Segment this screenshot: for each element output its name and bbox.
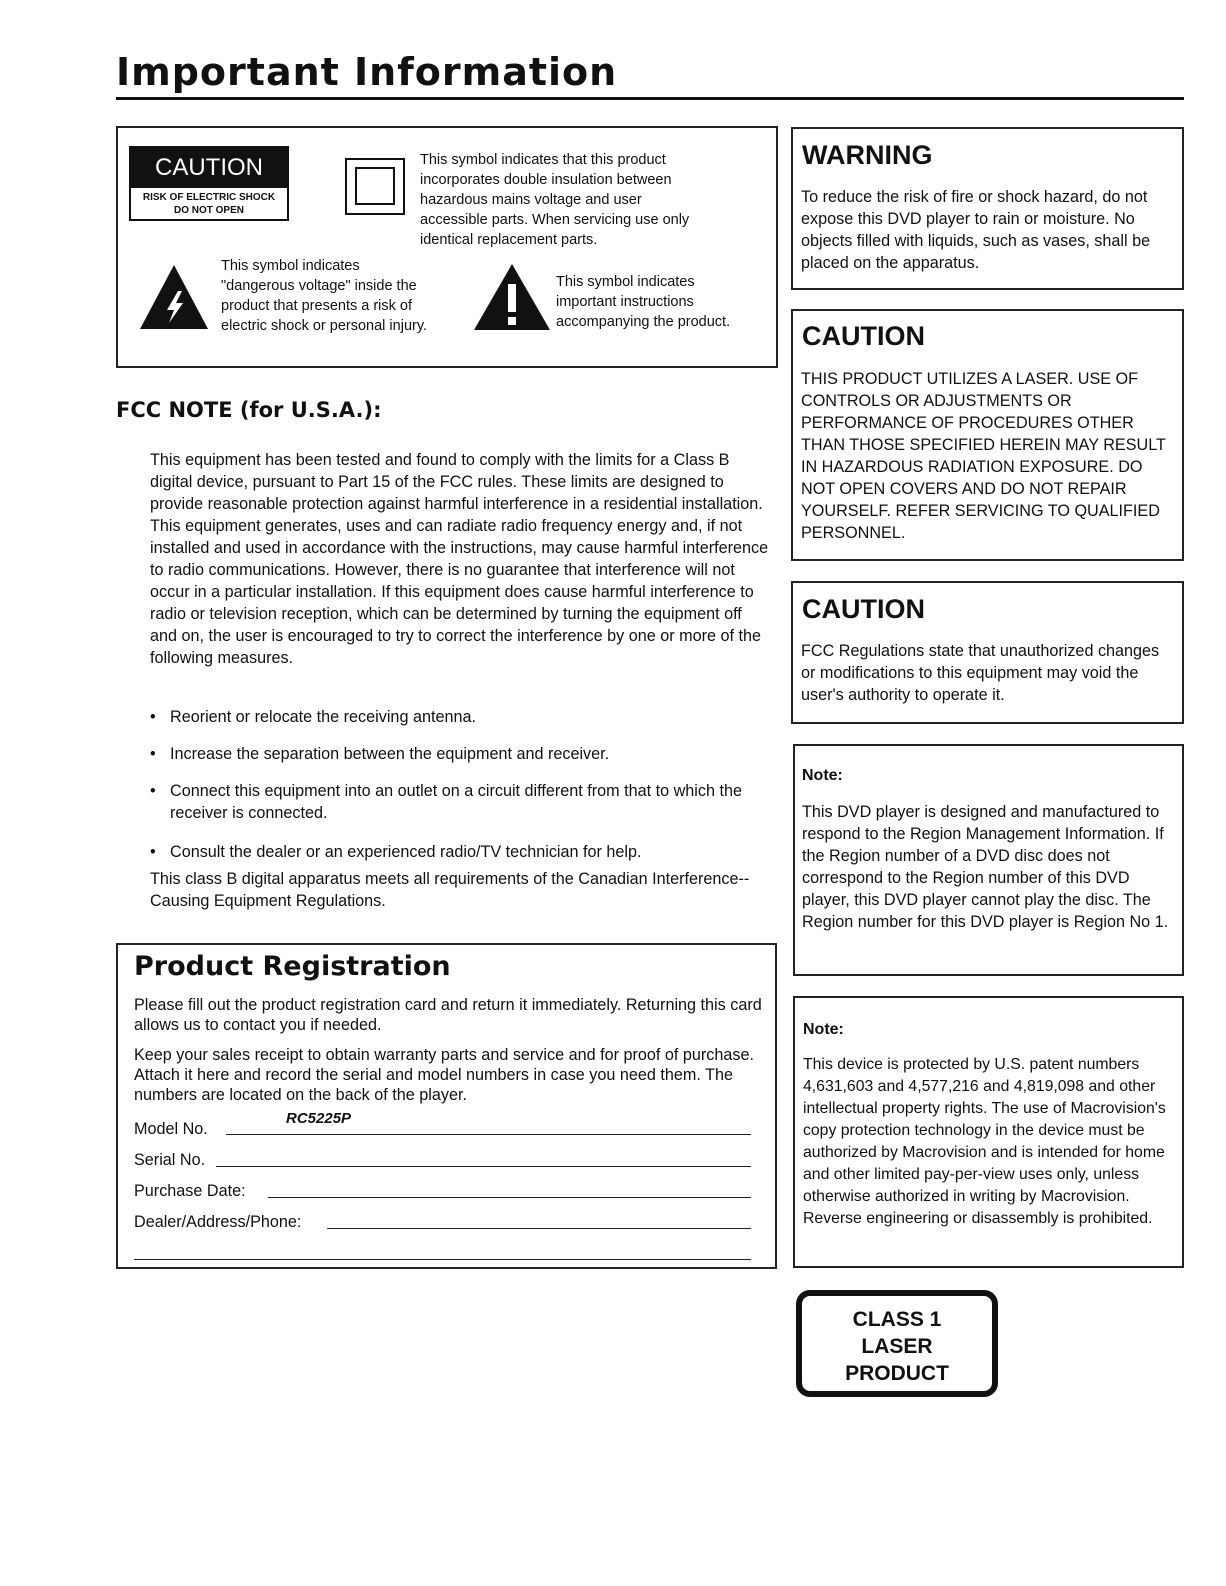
double-insulation-line: This symbol indicates that this product xyxy=(420,152,666,168)
title-rule xyxy=(116,97,1184,100)
dealer-line-2 xyxy=(134,1259,751,1260)
caution-laser-heading: CAUTION xyxy=(802,321,925,351)
caution-label-subtext xyxy=(129,188,289,221)
serial-label: Serial No. xyxy=(134,1151,206,1169)
important-instructions-line: accompanying the product. xyxy=(556,314,731,330)
caution-fcc-heading: CAUTION xyxy=(802,594,925,624)
dangerous-voltage-text xyxy=(221,256,461,336)
serial-line xyxy=(216,1166,751,1167)
important-instructions-line: important instructions xyxy=(556,294,694,310)
dangerous-voltage-line: electric shock or personal injury. xyxy=(221,318,428,334)
dangerous-voltage-line: product that presents a risk of xyxy=(221,298,413,314)
registration-para2: Keep your sales receipt to obtain warranty parts and service and for proof of purchase. Attach it here and record the serial and model numbers in case you need them. The numbers are located on the back of the player. xyxy=(134,1046,754,1104)
note-patent-heading: Note: xyxy=(803,1021,844,1038)
caution-laser-body: THIS PRODUCT UTILIZES A LASER. USE OF CONTROLS OR ADJUSTMENTS OR PERFORMANCE OF PROCEDURES OTHER THAN THOSE SPECIFIED HEREIN MAY RESULT IN HAZARDOUS RADIATION EXPOSURE. DO NOT OPEN COVERS AND DO NOT REPAIR YOURSELF. REFER SERVICING TO QUALIFIED PERSONNEL. xyxy=(801,370,1166,542)
caution-label-line2: DO NOT OPEN xyxy=(173,205,244,216)
model-label: Model No. xyxy=(134,1120,208,1138)
caution-label xyxy=(129,146,289,223)
caution-label-line1: RISK OF ELECTRIC SHOCK xyxy=(142,192,276,203)
note-region-heading: Note: xyxy=(802,767,843,784)
fcc-bullet-text: Connect this equipment into an outlet on a circuit different from that to which the receiver is connected. xyxy=(170,782,742,822)
model-line xyxy=(226,1134,751,1135)
fcc-heading: FCC NOTE (for U.S.A.): xyxy=(116,398,382,422)
caution-label-title: CAUTION xyxy=(129,146,289,188)
double-insulation-text xyxy=(420,150,770,250)
registration-heading: Product Registration xyxy=(134,951,451,982)
fcc-bullet-text: Increase the separation between the equipment and receiver. xyxy=(170,745,610,763)
note-region-body: This DVD player is designed and manufactured to respond to the Region Management Information. If the Region number of a DVD disc does not correspond to the Region number of this DVD player, this DVD player cannot play the disc. The Region number for this DVD player is Region No 1. xyxy=(802,803,1169,931)
page-title: Important Information xyxy=(116,50,618,94)
exclamation-warning-icon xyxy=(472,262,552,332)
laser-badge-line2: LASER xyxy=(861,1335,933,1358)
fcc-bullet-text: Reorient or relocate the receiving antenna. xyxy=(170,708,476,726)
warning-heading: WARNING xyxy=(802,140,933,170)
model-value: RC5225P xyxy=(286,1110,352,1127)
purchase-date-label: Purchase Date: xyxy=(134,1182,246,1200)
laser-badge-line1: CLASS 1 xyxy=(852,1308,942,1331)
double-insulation-line: accessible parts. When servicing use only xyxy=(420,212,690,228)
warning-body: To reduce the risk of fire or shock hazard, do not expose this DVD player to rain or moisture. No objects filled with liquids, such as vases, shall be placed on the apparatus. xyxy=(801,188,1151,272)
double-insulation-line: hazardous mains voltage and user xyxy=(420,192,642,208)
note-patent-body: This device is protected by U.S. patent numbers 4,631,603 and 4,577,216 and 4,819,098 and other intellectual property rights. The use of Macrovision's copy protection technology in the device must be authorized by Macrovision and is intended for home and other limited pay-per-view uses only, unless otherwise authorized in writing by Macrovision. Reverse engineering or disassembly is prohibited. xyxy=(803,1056,1166,1227)
dealer-line xyxy=(327,1228,751,1229)
lightning-warning-icon xyxy=(138,263,210,331)
important-instructions-text xyxy=(556,272,766,332)
purchase-date-line xyxy=(268,1197,751,1198)
double-insulation-inner-square xyxy=(355,167,395,205)
laser-badge-line3: PRODUCT xyxy=(845,1362,949,1385)
fcc-bullet-text: Consult the dealer or an experienced radio/TV technician for help. xyxy=(170,843,642,861)
dangerous-voltage-line: "dangerous voltage" inside the xyxy=(221,278,417,294)
important-instructions-line: This symbol indicates xyxy=(556,274,695,290)
dangerous-voltage-line: This symbol indicates xyxy=(221,258,360,274)
class1-laser-badge xyxy=(796,1290,998,1397)
caution-fcc-body: FCC Regulations state that unauthorized changes or modifications to this equipment may void the user's authority to operate it. xyxy=(801,642,1160,704)
double-insulation-line: incorporates double insulation between xyxy=(420,172,672,188)
canada-statement: This class B digital apparatus meets all requirements of the Canadian Interference--Causing Equipment Regulations. xyxy=(150,870,750,910)
registration-para1: Please fill out the product registration card and return it immediately. Returning this card allows us to contact you if needed. xyxy=(134,996,762,1034)
fcc-paragraph: This equipment has been tested and found to comply with the limits for a Class B digital device, pursuant to Part 15 of the FCC rules. These limits are designed to provide reasonable protection against harmful interference in a residential installation. This equipment generates, uses and can radiate radio frequency energy and, if not installed and used in accordance with the instructions, may cause harmful interference to radio communications. However, there is no guarantee that interference will not occur in a particular installation. If this equipment does cause harmful interference to radio or television reception, which can be determined by turning the equipment off and on, the user is encouraged to try to correct the interference by one or more of the following measures. xyxy=(150,451,769,667)
double-insulation-line: identical replacement parts. xyxy=(420,232,598,248)
dealer-label: Dealer/Address/Phone: xyxy=(134,1213,302,1231)
